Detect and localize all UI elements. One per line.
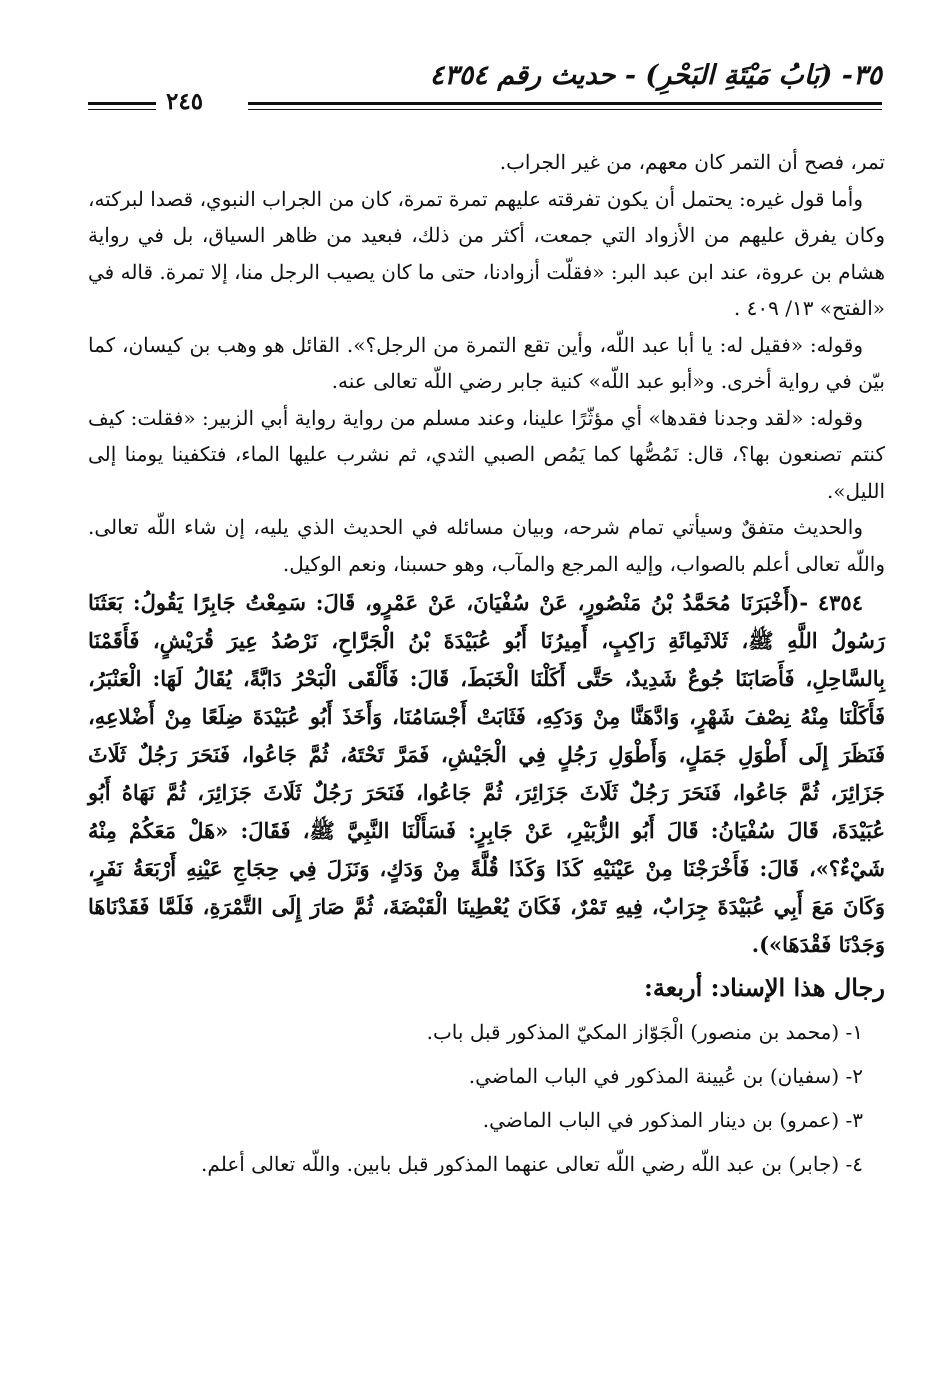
page-number: ٢٤٥ (166, 88, 204, 115)
header-rule (88, 109, 156, 110)
header-rule (248, 109, 882, 110)
narrator-item: ٣- (عمرو) بن دينار المذكور في الباب الماضي. (482, 1108, 863, 1132)
commentary-paragraph: والحديث متفقٌ وسيأتي تمام شرحه، وبيان مسائله في الحديث الذي يليه، إن شاء اللّه تعالى. واللّه تعالى أعلم بالصواب، وإليه المرجع والمآب، وهو حسبنا، ونعم الوكيل. (88, 515, 885, 576)
page-body (88, 144, 885, 1186)
section-heading: رجال هذا الإسناد: أربعة: (644, 973, 885, 1002)
narrator-item: ١- (محمد بن منصور) الْجَوّاز المكيّ المذكور قبل باب. (426, 1020, 863, 1044)
commentary-paragraph: وقوله: «فقيل له: يا أبا عبد اللّه، وأين تقع التمرة من الرجل؟». القائل هو وهب بن كيسان، كما بيّن في رواية أخرى. و«أبو عبد اللّه» كنية جابر رضي اللّه تعالى عنه. (88, 332, 885, 393)
narrator-item: ٢- (سفيان) بن عُيينة المذكور في الباب الماضي. (468, 1064, 863, 1088)
commentary-paragraph: تمر، فصح أن التمر كان معهم، من غير الجراب. (499, 150, 885, 174)
commentary-paragraph: وأما قول غيره: يحتمل أن يكون تفرقته عليهم تمرة تمرة، كان من الجراب النبوي، قصدا لبركته، وكان يفرق عليهم من الأزواد التي جمعت، أكثر من ذلك، فبعيد من ظاهر السياق، بل في رواية هشام بن عروة، عند ابن عبد البر: «فقلّت أزوادنا، حتى ما كان يصيب الرجل منا، إلا تمرة. قاله في «الفتح» ١٣/ ٤٠٩ . (88, 186, 885, 320)
hadith-text: ٤٣٥٤ -(أَخْبَرَنَا مُحَمَّدُ بْنُ مَنْصُورٍ، عَنْ سُفْيَانَ، عَنْ عَمْرٍو، قَالَ: سَمِعْتُ جَابِرًا يَقُولُ: بَعَثَنَا رَسُولُ اللَّهِ ﷺ، ثَلاثَمِائَةِ رَاكِبٍ، أَمِيرُنَا أَبُو عُبَيْدَةَ بْنُ الْجَرَّاحِ، نَرْصُدُ عِيرَ قُرَيْشٍ، فَأَقَمْنَا بِالسَّاحِلِ، فَأَصَابَنَا جُوعٌ شَدِيدٌ، حَتَّى أَكَلْنَا الْخَبَطَ، قَالَ: فَأَلْقَى الْبَحْرُ دَابَّةً، يُقَالُ لَهَا: الْعَنْبَرُ، فَأَكَلْنَا مِنْهُ نِصْفَ شَهْرٍ، وَادَّهَنَّا مِنْ وَدَكِهِ، فَثَابَتْ أَجْسَامُنَا، وَأَخَذَ أَبُو عُبَيْدَةَ ضِلَعًا مِنْ أَضْلاعِهِ، فَنَظَرَ إِلَى أَطْوَلِ جَمَلٍ، وَأَطْوَلِ رَجُلٍ فِي الْجَيْشِ، فَمَرَّ تَحْتَهُ، ثُمَّ جَاعُوا، فَنَحَرَ رَجُلٌ ثَلَاثَ جَزَائِرَ، ثُمَّ جَاعُوا، فَنَحَرَ رَجُلٌ ثَلَاثَ جَزَائِرَ، ثُمَّ جَاعُوا، فَنَحَرَ رَجُلٌ ثَلَاثَ جَزَائِرَ، ثُمَّ نَهَاهُ أَبُو عُبَيْدَةَ، قَالَ سُفْيَانُ: قَالَ أَبُو الزُّبَيْرِ، عَنْ جَابِرٍ: فَسَأَلْنَا النَّبِيَّ ﷺ، فَقَالَ: «هَلْ مَعَكُمْ مِنْهُ شَيْءٌ؟»، قَالَ: فَأَخْرَجْنَا مِنْ عَيْنَيْهِ كَذَا وَكَذَا قُلَّةً مِنْ وَدَكٍ، وَنَزَلَ فِي حِجَاجِ عَيْنِهِ أَرْبَعَةُ نَفَرٍ، وَكَانَ مَعَ أَبِي عُبَيْدَةَ جِرَابٌ، فِيهِ تَمْرٌ، فَكَانَ يُعْطِينَا الْقَبْضَةَ، ثُمَّ صَارَ إِلَى التَّمْرَةِ، فَلَمَّا فَقَدْنَاهَا وَجَدْنَا فَقْدَهَا»). (88, 590, 885, 957)
page-header (88, 60, 882, 130)
running-title: ٣٥- (بَابُ مَيْتَةِ البَحْرِ) - حديث رقم ٤٣٥٤ (429, 60, 882, 91)
narrator-item: ٤- (جابر) بن عبد اللّه رضي اللّه تعالى عنهما المذكور قبل بابين. واللّه تعالى أعلم. (201, 1152, 863, 1176)
commentary-paragraph: وقوله: «لقد وجدنا فقدها» أي مؤثّرًا علينا، وعند مسلم من رواية رواية أبي الزبير: «فقلت: كيف كنتم تصنعون بها؟، قال: نَمُصُّها كما يَمُص الصبي الثدي، ثم نشرب عليها الماء، فتكفينا يومنا إلى الليل». (88, 405, 885, 503)
header-rule (248, 102, 882, 105)
header-rule (88, 102, 156, 105)
